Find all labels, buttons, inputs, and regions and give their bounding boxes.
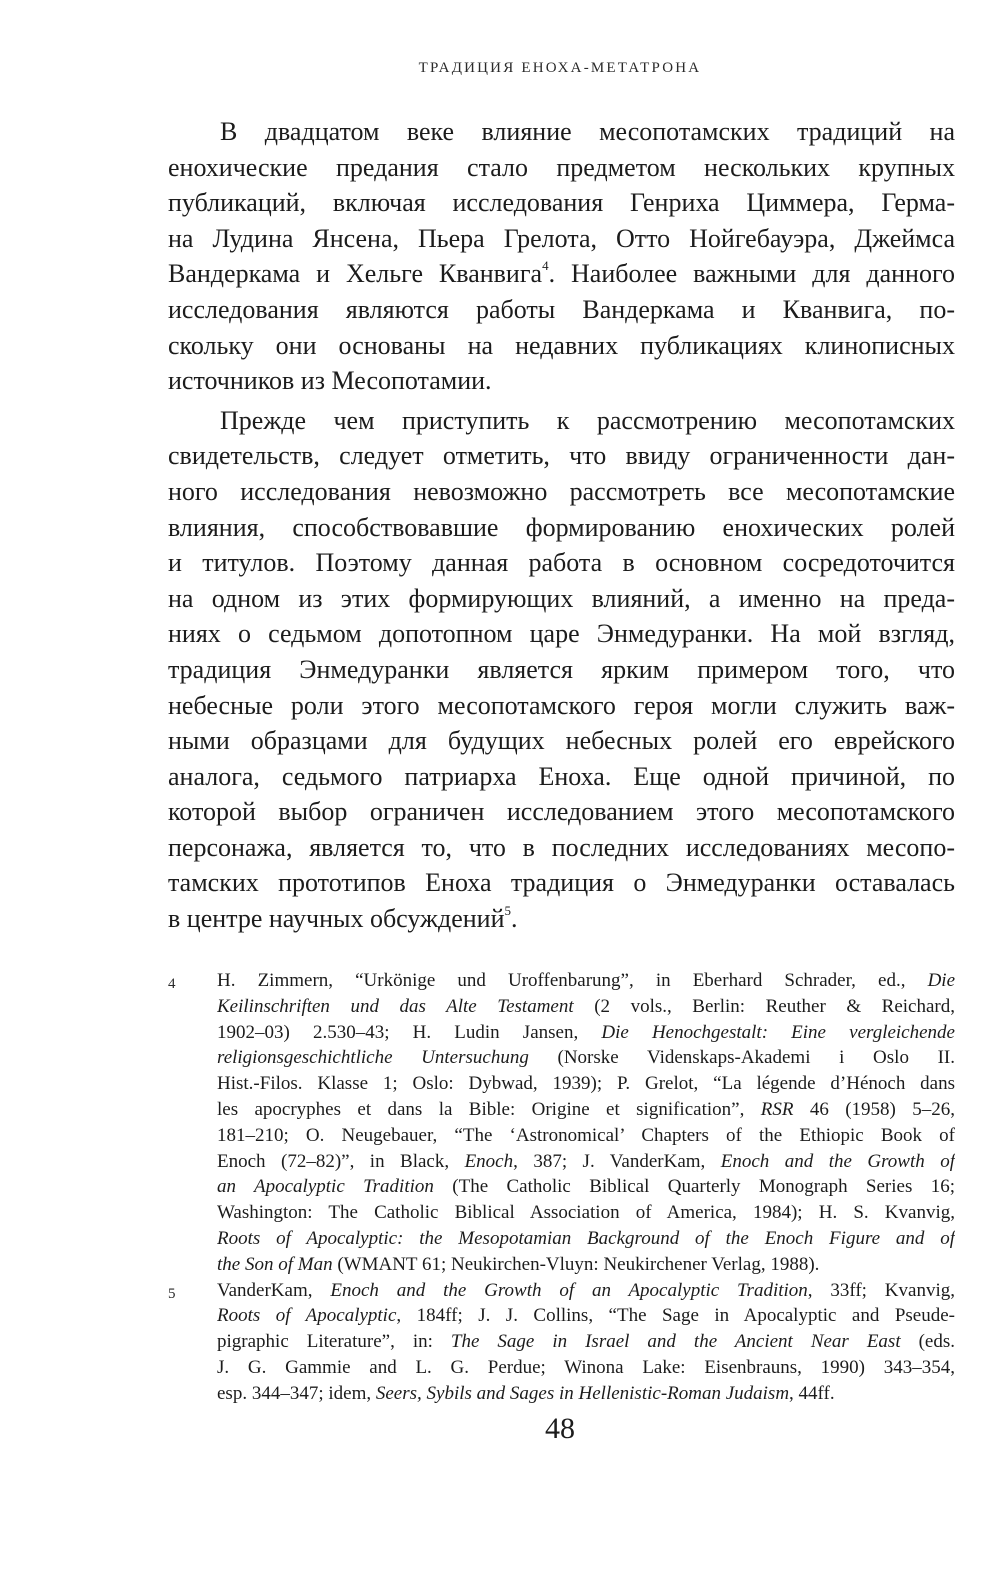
italic-title: the Son of Man: [217, 1253, 333, 1275]
footnote-run: (2 vols., Berlin: Reuther & Reichard,: [573, 995, 955, 1017]
footnote-run: (WMANT 61; Neukirchen-Vluyn: Neukirchener Verlag, 1988).: [332, 1253, 820, 1275]
text-segment: .: [511, 904, 518, 934]
text-line: аналога, седьмого патриарха Еноха. Еще одной причиной, по: [168, 761, 955, 791]
italic-title: The Sage in Israel and the Ancient Near East: [450, 1331, 901, 1353]
footnote-run: Hist.-Filos. Klasse 1; Oslo: Dybwad, 1939); P. Grelot, “La légende d’Hénoch dans: [217, 1073, 955, 1095]
footnote-line: [217, 1278, 955, 1304]
footnote-line: [217, 994, 955, 1020]
footnote-4: [168, 968, 955, 1278]
footnote-run: , 184ff; J. J. Collins, “The Sage in Apocalyptic and Pseude-: [396, 1305, 955, 1327]
footnote-run: (The Catholic Biblical Quarterly Monograph Series 16;: [433, 1176, 955, 1198]
text-line: на Лудина Янсена, Пьера Грелота, Отто Нойгебауэра, Джеймса: [168, 223, 955, 253]
footnote-text: [217, 968, 955, 1278]
italic-title: an Apocalyptic Tradition: [217, 1176, 434, 1198]
footnote-line: [217, 1045, 955, 1071]
footnote-line: [217, 1226, 955, 1252]
text-line: персонажа, является то, что в последних исследованиях месопо-: [168, 832, 955, 862]
footnote-run: (eds.: [900, 1331, 955, 1353]
footnote-line: [217, 1252, 955, 1278]
text-line: публикаций, включая исследования Генриха Циммера, Герма-: [168, 188, 955, 218]
italic-title: Die Henochgestalt: Eine vergleichende: [601, 1021, 955, 1043]
footnote-number: 5: [168, 1285, 176, 1302]
italic-title: Enoch: [464, 1150, 514, 1172]
text-line: свидетельств, следует отметить, что ввиду ограниченности дан-: [168, 441, 955, 471]
italic-title: Roots of Apocalyptic: the Mesopotamian Background of the Enoch Figure and of: [217, 1227, 955, 1249]
footnote-line: [217, 1200, 955, 1226]
text-line: ниях о седьмом допотопном царе Энмедуранки. На мой взгляд,: [168, 619, 955, 649]
footnote-number: 4: [168, 976, 176, 992]
text-line: В двадцатом веке влияние месопотамских традиций на: [220, 117, 955, 146]
footnote-ref[interactable]: 5: [504, 903, 512, 919]
text-segment: . Наиболее важными для данного: [548, 259, 955, 289]
main-text: [168, 114, 955, 937]
italic-title: Die: [927, 970, 955, 991]
text-line: влияния, способствовавшие формированию енохических ролей: [168, 512, 955, 542]
footnote-run: Enoch (72–82)”, in Black,: [217, 1150, 465, 1172]
text-line: Прежде чем приступить к рассмотрению месопотамских: [220, 405, 955, 435]
footnote-line: [217, 1381, 955, 1407]
footnote-line: [217, 968, 955, 994]
footnote-run: VanderKam,: [217, 1279, 331, 1301]
text-line: енохические предания стало предметом нескольких крупных: [168, 152, 955, 182]
text-line: и титулов. Поэтому данная работа в основном сосредоточится: [168, 548, 955, 578]
footnote-ref[interactable]: 4: [542, 258, 549, 274]
footnote-run: esp. 344–347; idem,: [217, 1382, 376, 1404]
footnote-run: J. G. Gammie and L. G. Perdue; Winona Lake: Eisenbrauns, 1990) 343–354,: [217, 1356, 955, 1378]
text-line: [168, 901, 955, 937]
italic-title: religionsgeschichtliche Untersuchung: [217, 1047, 529, 1069]
text-line: которой выбор ограничен исследованием этого месопотамского: [168, 797, 955, 827]
paragraph-1: [168, 114, 955, 399]
italic-title: Keilinschriften und das Alte Testament: [217, 995, 574, 1017]
footnote-line: [217, 1329, 955, 1355]
footnote-run: 46 (1958) 5–26,: [793, 1098, 955, 1120]
footnote-text: [217, 1278, 955, 1407]
text-line: ными образцами для будущих небесных ролей его еврейского: [168, 726, 955, 756]
text-line: традиция Энмедуранки является ярким примером того, что: [168, 654, 955, 684]
footnote-run: , 33ff; Kvanvig,: [807, 1279, 955, 1301]
footnote-run: pigraphic Literature”, in:: [217, 1331, 451, 1353]
footnote-line: [217, 1097, 955, 1123]
footnote-line: [217, 1020, 955, 1046]
text-line: тамских прототипов Еноха традиция о Энмедуранки оставалась: [168, 868, 955, 898]
footnote-line: [217, 1149, 955, 1175]
footnote-line: [217, 1303, 955, 1329]
italic-title: Roots of Apocalyptic: [217, 1305, 397, 1327]
text-line: ного исследования невозможно рассмотреть все месопотамские: [168, 476, 955, 506]
footnote-run: (Norske Videnskaps-Akademi i Oslo II.: [528, 1047, 955, 1069]
italic-title: Enoch and the Growth of an Apocalyptic Tradition: [330, 1279, 808, 1301]
text-line: скольку они основаны на недавних публикациях клинописных: [168, 330, 955, 360]
text-line: небесные роли этого месопотамского героя могли служить важ-: [168, 690, 955, 720]
text-line: [168, 256, 955, 292]
italic-title: Seers, Sybils and Sages in Hellenistic-Roman Judaism: [375, 1382, 790, 1404]
text-segment: в центре научных обсуждений: [168, 904, 505, 934]
footnote-line: [217, 1355, 955, 1381]
footnote-run: 181–210; O. Neugebauer, “The ‘Astronomical’ Chapters of the Ethiopic Book of: [217, 1124, 955, 1146]
paragraph-2: [168, 403, 955, 937]
footnote-5: [168, 1278, 955, 1407]
footnote-line: [217, 1174, 955, 1200]
text-segment: Вандеркама и Хельге Кванвига: [168, 259, 543, 289]
footnote-run: Washington: The Catholic Biblical Association of America, 1984); H. S. Kvanvig,: [217, 1202, 955, 1224]
footnote-run: H. Zimmern, “Urkönige und Uroffenbarung”, in Eberhard Schrader, ed.,: [217, 970, 928, 991]
page-number: 48: [545, 1412, 575, 1445]
footnote-run: , 44ff.: [789, 1382, 835, 1404]
footnote-run: , 387; J. VanderKam,: [513, 1150, 721, 1172]
text-line: источников из Месопотамии.: [168, 366, 492, 396]
footnote-line: [217, 1071, 955, 1097]
italic-title: RSR: [760, 1098, 794, 1120]
footnote-run: les apocryphes et dans la Bible: Origine et signification”,: [217, 1098, 761, 1120]
footnotes: [168, 968, 955, 1407]
running-head: ТРАДИЦИЯ ЕНОХА-МЕТАТРОНА: [418, 60, 702, 76]
text-line: исследования являются работы Вандеркама и Кванвига, по-: [168, 294, 955, 324]
footnote-line: [217, 1123, 955, 1149]
text-line: на одном из этих формирующих влияний, а именно на преда-: [168, 583, 955, 613]
italic-title: Enoch and the Growth of: [720, 1150, 955, 1172]
footnote-run: 1902–03) 2.530–43; H. Ludin Jansen,: [217, 1021, 602, 1043]
